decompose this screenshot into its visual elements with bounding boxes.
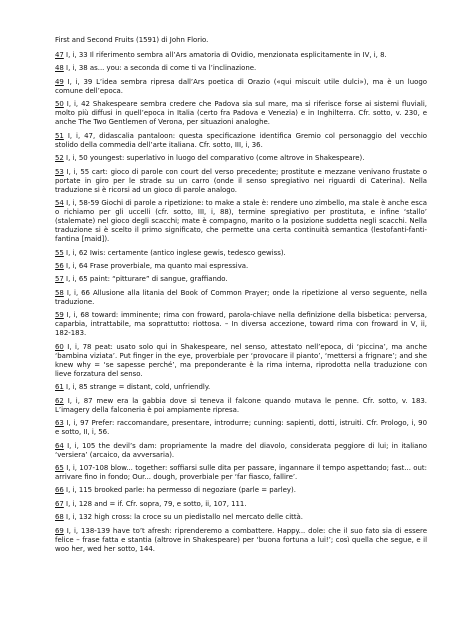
notes-list <box>55 51 427 554</box>
note-number-link[interactable]: 52 <box>55 154 64 163</box>
note-number-link[interactable]: 60 <box>55 342 64 351</box>
note-text: I, i, 87 mew era la gabbia dove si teneva il falcone quando mutava le penne. Cfr. sotto, v. 183. L’imagery della falconeria è poi ampiamente ripresa. <box>55 396 427 414</box>
note-item <box>55 262 427 271</box>
note-item <box>55 132 427 150</box>
note-item <box>55 527 427 554</box>
note-text: I, i, 107-108 blow... together: soffiarsi sulle dita per passare, ingannare il tempo aspettando; fast... out: arrivare fino in fondo; Our... dough, proverbiale per ‘far fiasco, fallire’. <box>55 463 427 482</box>
note-number-link[interactable]: 51 <box>55 131 64 140</box>
note-text: I, i, 42 Shakespeare sembra credere che Padova sia sul mare, ma si riferisce forse ai sistemi fluviali, molto più diffusi in quell’epoca in Italia (certo fra Padova e Venezia) e in Inghilterra. Cfr. sotto, v. 230, e anche The Two Gentlemen of Verona, per situazioni analoghe. <box>55 100 427 127</box>
note-number-link[interactable]: 69 <box>55 526 64 535</box>
intro-line: First and Second Fruits (1591) di John Florio. <box>55 36 209 44</box>
note-item <box>55 154 427 163</box>
notes-page <box>55 36 427 558</box>
note-number-link[interactable]: 55 <box>55 248 64 257</box>
note-number-link[interactable]: 64 <box>55 441 64 450</box>
note-number-link[interactable]: 56 <box>55 262 64 271</box>
note-text: I, i, 105 the devil’s dam: propriamente la madre del diavolo, considerata peggiore di lui; in italiano ‘versiera’ (arcaico, da avversaria). <box>55 441 427 459</box>
note-item <box>55 64 427 73</box>
note-item <box>55 397 427 415</box>
note-text: I, i, 128 and = if. Cfr. sopra, 79, e sotto, ii, 107, 111. <box>66 499 247 508</box>
note-number-link[interactable]: 61 <box>55 383 64 392</box>
note-text: I, i, 68 toward: imminente; rima con froward, parola-chiave nella definizione della bisbetica: perversa, caparbia, intrattabile, ma soprattutto: riottosa. – In diversa accezione, toward rima con froward in V, ii, 182-183. <box>55 311 427 338</box>
note-number-link[interactable]: 53 <box>55 167 64 176</box>
note-text: I, i, 62 Iwis: certamente (antico inglese gewis, tedesco gewiss). <box>66 248 286 257</box>
note-text: I, i, 39 L’idea sembra ripresa dall’Ars poetica di Orazio («qui miscuit utile dulci»), ma è un luogo comune dell’epoca. <box>55 77 427 95</box>
note-text: I, i, 47, didascalia pantaloon: questa specificazione identifica Gremio col personaggio del vecchio stolido della commedia dell’arte italiana. Cfr. sotto, III, i, 36. <box>55 131 427 149</box>
note-number-link[interactable]: 57 <box>55 275 64 284</box>
note-item <box>55 442 427 460</box>
note-text: I, i, 97 Prefer: raccomandare, presentare, introdurre; cunning: sapienti, dotti, istruiti. Cfr. Prologo, i, 90 e sotto, II, i, 56. <box>55 419 427 437</box>
note-number-link[interactable]: 59 <box>55 311 64 320</box>
note-number-link[interactable]: 65 <box>55 463 64 472</box>
note-number-link[interactable]: 67 <box>55 499 64 508</box>
note-number-link[interactable]: 66 <box>55 486 64 495</box>
note-number-link[interactable]: 68 <box>55 513 64 522</box>
note-text: I, i, 138-139 have to’t afresh: riprenderemo a combattere. Happy... dole: che il suo fato sia di essere felice – frase fatta e stantia (altrove in Shakespeare) per ‘buona fortuna a lui!’; così quella che segue, e il woo her, wed her sotto, 144. <box>55 526 427 553</box>
note-text: I, i, 85 strange = distant, cold, unfriendly. <box>66 383 211 392</box>
note-item <box>55 168 427 195</box>
note-text: I, i, 65 paint: “pitturare” di sangue, graffiando. <box>66 275 228 284</box>
note-item <box>55 419 427 437</box>
note-number-link[interactable]: 54 <box>55 199 64 208</box>
note-item <box>55 100 427 127</box>
note-text: I, i, 33 Il riferimento sembra all’Ars amatoria di Ovidio, menzionata esplicitamente in IV, i, 8. <box>66 51 387 60</box>
note-text: I, i, 38 as... you: a seconda di come ti va l’inclinazione. <box>66 64 257 73</box>
note-item <box>55 249 427 258</box>
note-item <box>55 78 427 96</box>
note-item <box>55 289 427 307</box>
note-number-link[interactable]: 49 <box>55 77 64 86</box>
note-item <box>55 513 427 522</box>
note-number-link[interactable]: 58 <box>55 288 64 297</box>
note-number-link[interactable]: 47 <box>55 51 64 60</box>
note-number-link[interactable]: 48 <box>55 64 64 73</box>
note-text: I, i, 78 peat: usato solo qui in Shakespeare, nel senso, attestato nell’epoca, di ‘piccina’, ma anche ‘bambina viziata’. Put finger in the eye, proverbiale per ‘provocare il pianto’, ‘mettersi a frignare’; and she knew why = ‘se sapesse perché’, ma preponderante è la rima interna, riprodotta nella traduzione con lieve forzatura del senso. <box>55 342 427 378</box>
note-text: I, i, 55 cart: gioco di parole con court del verso precedente; prostitute e mezzane venivano frustate o portate in giro per le strade su un carro (onde il senso spregiativo nei riguardi di Caterina). Nella traduzione si è ricorsi ad un gioco di parole analogo. <box>55 167 427 194</box>
note-text: I, i, 66 Allusione alla litania del Book of Common Prayer; onde la ripetizione al verso seguente, nella traduzione. <box>55 288 427 306</box>
note-number-link[interactable]: 63 <box>55 419 64 428</box>
note-item <box>55 343 427 379</box>
note-text: I, i, 50 youngest: superlativo in luogo del comparativo (come altrove in Shakespeare). <box>66 154 365 163</box>
note-item <box>55 383 427 392</box>
note-item <box>55 486 427 495</box>
note-item <box>55 199 427 244</box>
note-number-link[interactable]: 50 <box>55 100 64 109</box>
note-text: I, i, 58-59 Giochi di parole a ripetizione: to make a stale è: rendere uno zimbello, ma stale è anche esca o richiamo per gli uccelli (cfr. sotto, III, i, 88), termine spregiativo per prostituta, e infine ‘stallo’ (stalemate) nel gioco degli scacchi; mate è compagno, marito o la posizione suddetta negli scacchi. Nella traduzione si è scelto il primo significato, che permette una certa continuità semantica (lestofanti-fanti-fantina [maid]). <box>55 199 427 244</box>
note-item <box>55 275 427 284</box>
note-item <box>55 311 427 338</box>
note-item <box>55 500 427 509</box>
note-number-link[interactable]: 62 <box>55 396 64 405</box>
note-item <box>55 51 427 60</box>
note-text: I, i, 64 Frase proverbiale, ma quanto mai espressiva. <box>66 262 249 271</box>
note-text: I, i, 132 high cross: la croce su un piedistallo nel mercato delle città. <box>66 513 304 522</box>
note-text: I, i, 115 brooked parle: ha permesso di negoziare (parle = parley). <box>66 486 296 495</box>
note-item <box>55 464 427 482</box>
